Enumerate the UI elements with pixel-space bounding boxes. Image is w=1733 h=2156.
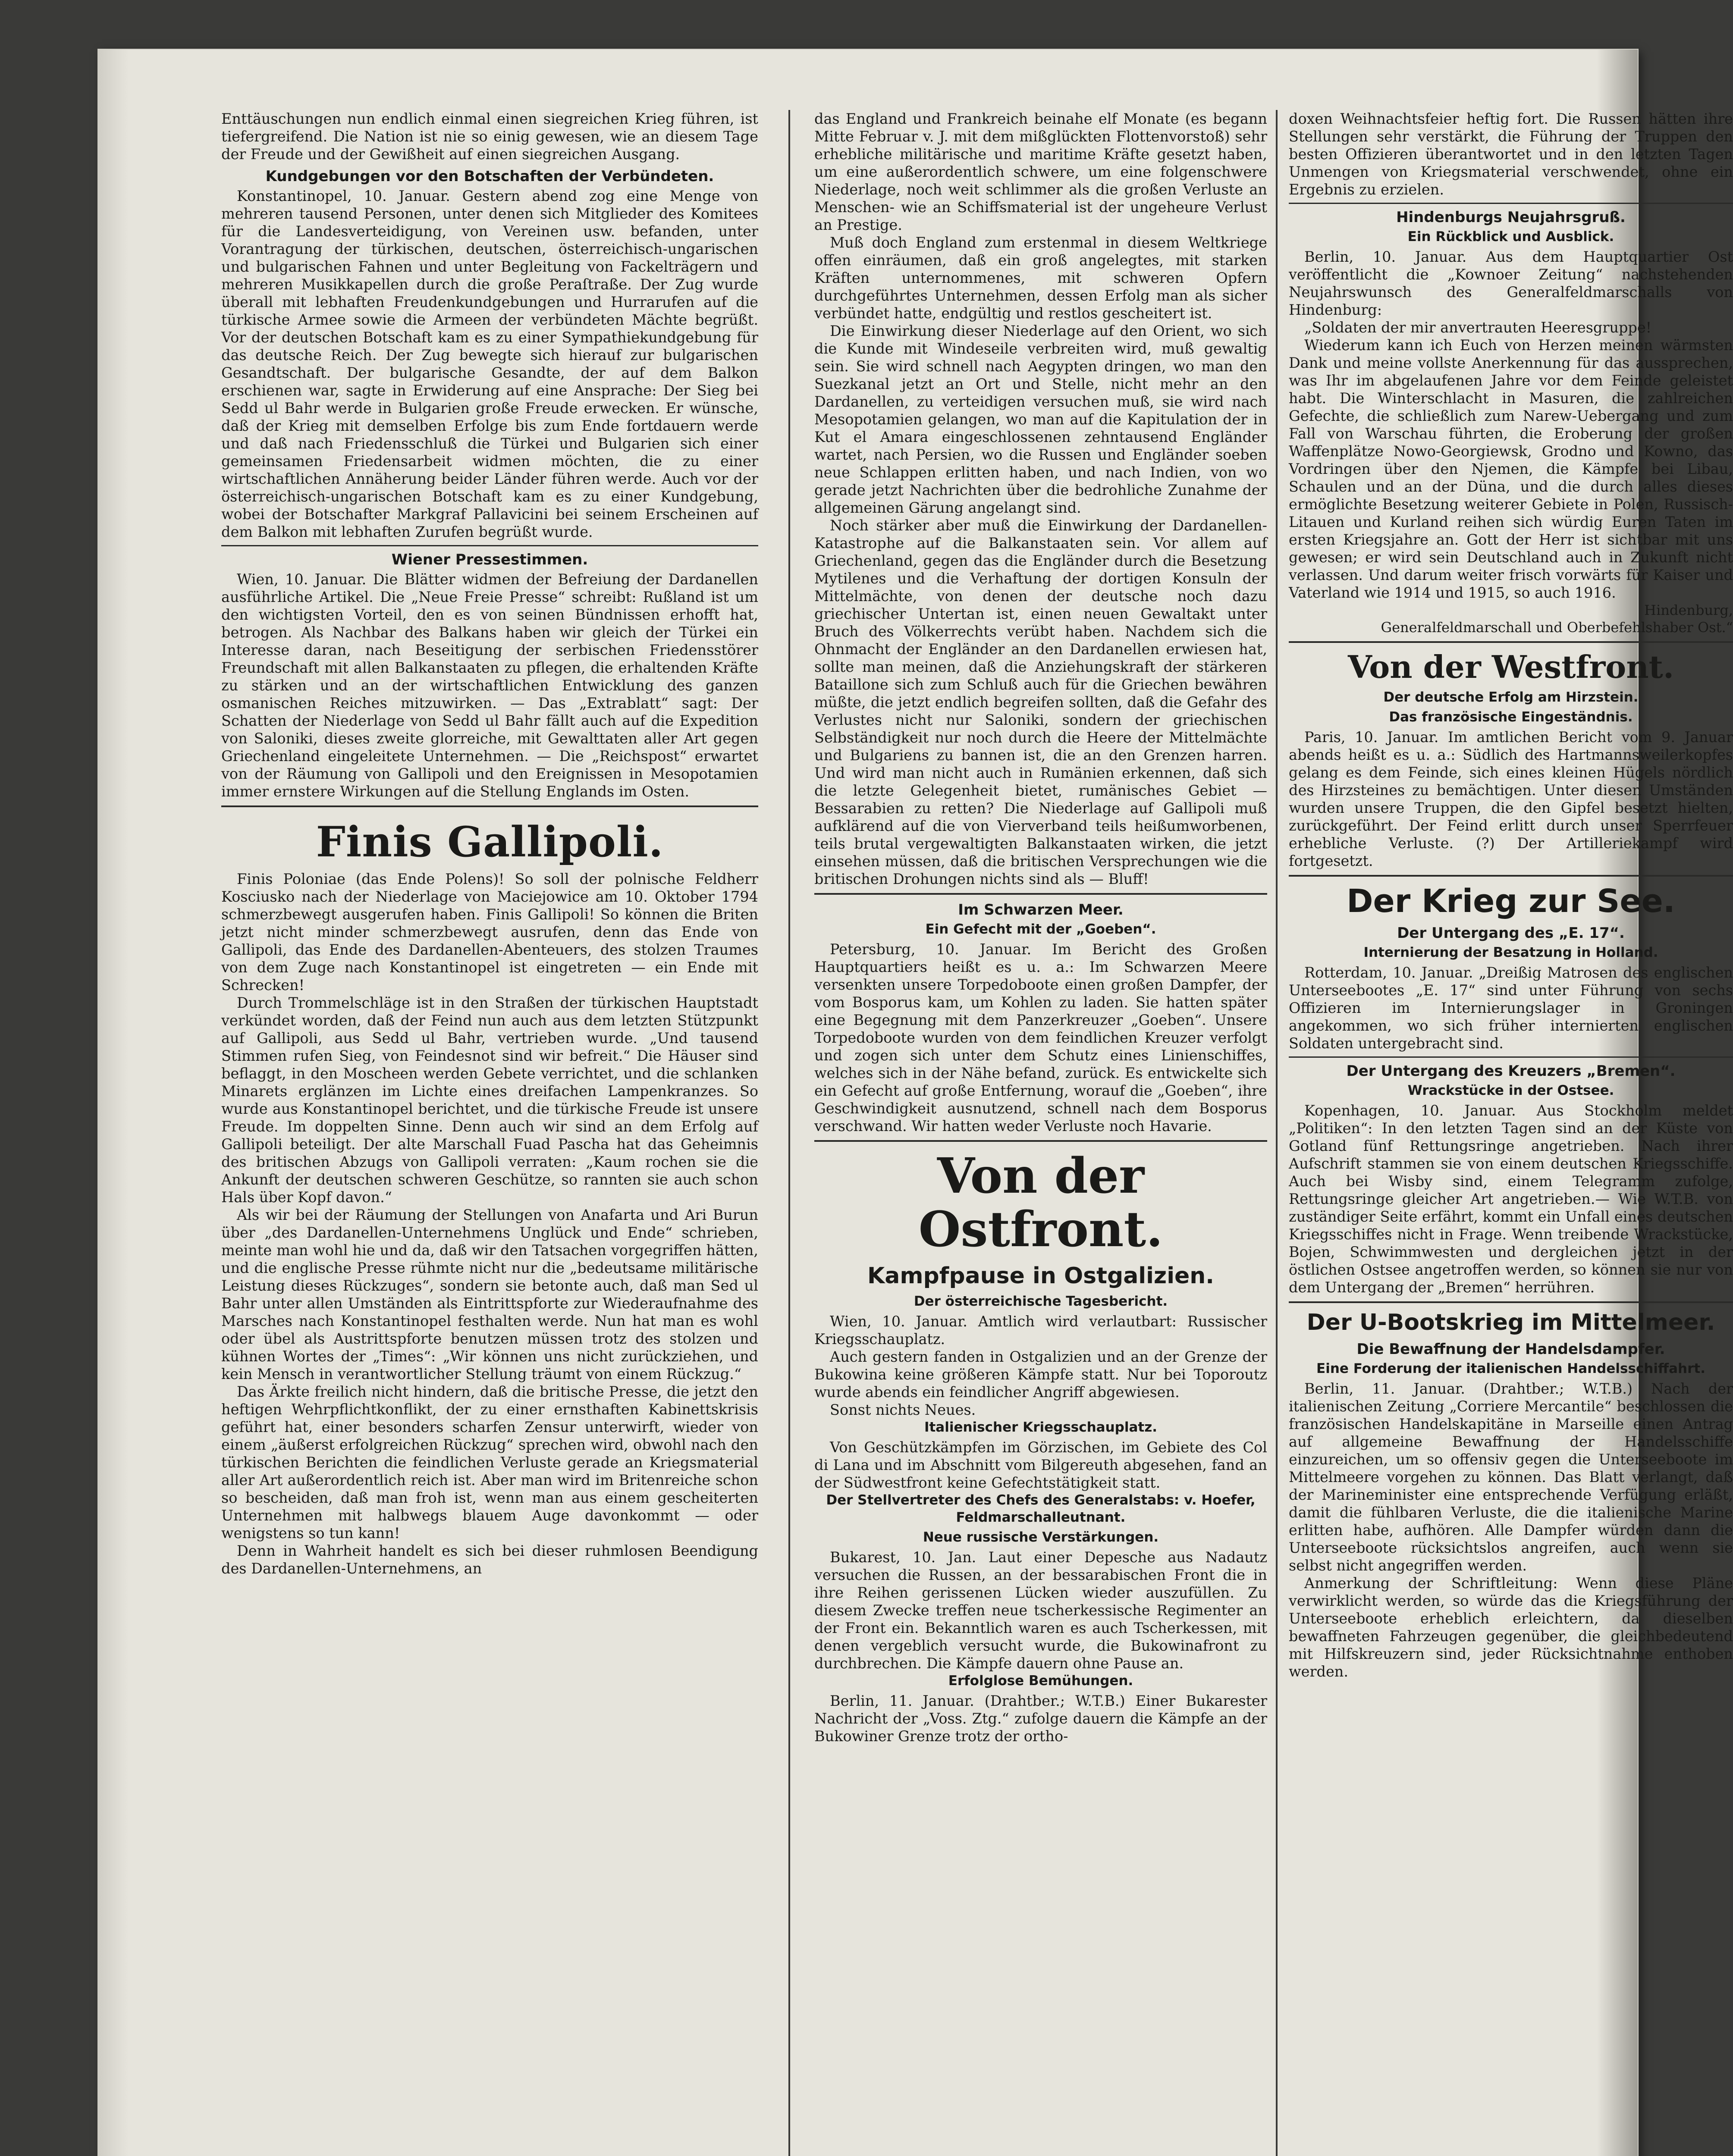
paragraph: Rotterdam, 10. Januar. „Dreißig Matrosen des englischen Unterseebootes „E. 17“ sind unter Führung von sechs Offizieren im Internierungslager in Groningen angekommen, wo sich früher internierten englischen Soldaten untergebracht sind. (1289, 964, 1733, 1052)
paragraph: doxen Weihnachtsfeier heftig fort. Die Russen hätten ihre Stellungen sehr verstärkt, die Führung der Truppen den besten Offizieren überantwortet und in den letzten Tagen Unmengen von Kriegsmaterial verschwendet, ohne ein Ergebnis zu erzielen. (1289, 110, 1733, 198)
divider (1289, 1056, 1733, 1058)
section-subheading: Neue russische Verstärkungen. (923, 1529, 1159, 1545)
article-headline: Der U-Bootskrieg im Mittelmeer. (1306, 1310, 1715, 1335)
signature-title: Generalfeldmarschall und Oberbefehlshaber Ost.“ (1381, 619, 1733, 636)
section-subheading: Der österreichische Tagesbericht. (914, 1294, 1168, 1309)
paragraph: Bukarest, 10. Jan. Laut einer Depesche aus Nadautz versuchen die Russen, an der bessarabischen Front die in ihre Reihen gerissenen Lücken wieder auszufüllen. Zu diesem Zwecke treffen neue tscherkessische Regimenter an der Front ein. Bekanntlich waren es auch Tscherkessen, mit denen vergeblich versucht wurde, die Bukowinafront zu durchbrechen. Die Kämpfe dauern ohne Pause an. (814, 1549, 1267, 1672)
paragraph: Wien, 10. Januar. Amtlich wird verlautbart: Russischer Kriegsschauplatz. (814, 1313, 1267, 1348)
paragraph: Petersburg, 10. Januar. Im Bericht des Großen Hauptquartiers heißt es u. a.: Im Schwarzen Meere versenkten unsere Torpedoboote einen großen Dampfer, der vom Bosporus kam, um Kohlen zu laden. Sie hatten später eine Begegnung mit dem Panzerkreuzer „Goeben“. Unsere Torpedoboote wurden von dem feindlichen Kreuzer verfolgt und zogen sich unter dem Schutz eines Linienschiffes, welches sich in der Nähe befand, zurück. Es entwickelte sich ein Gefecht auf große Entfernung, worauf die „Goeben“, ihre Geschwindigkeit ausnutzend, schnell nach dem Bosporus verschwand. Wir hatten weder Verluste noch Havarie. (814, 941, 1267, 1134)
section-subheading: Erfolglose Bemühungen. (948, 1673, 1133, 1689)
column-3 (1289, 110, 1733, 2156)
article-headline: Von der Ostfront. (918, 1148, 1163, 1258)
divider (814, 1140, 1267, 1142)
section-subheading: Der Stellvertreter des Chefs des Generalstabs: v. Hoefer, Feldmarschalleutnant. (826, 1492, 1256, 1525)
divider (1289, 875, 1733, 877)
section-heading: Hindenburgs Neujahrsgruß. (1396, 209, 1626, 226)
article-headline: Von der Westfront. (1347, 649, 1674, 685)
paragraph: Durch Trommelschläge ist in den Straßen der türkischen Hauptstadt verkündet worden, daß der Feind nun auch aus dem letzten Stützpunkt auf Gallipoli, aus Sedd ul Bahr, vertrieben wurde. „Und tausend Stimmen rufen Sieg, von Feindesnot sind wir befreit.“ Die Häuser sind beflaggt, in den Moscheen werden Gebete verrichtet, und die schlanken Minarets erglänzen im Lichte eines dreifachen Lampenkranzes. So wurde aus Konstantinopel berichtet, und die türkische Freude ist unsere Freude. Im doppelten Sinne. Denn auch wir sind an dem Erfolg auf Gallipoli beteiligt. Der alte Marschall Fuad Pascha hat das Geheimnis des britischen Abzugs von Gallipoli verraten: „Kaum rochen sie die Ankunft der deutschen schweren Geschütze, so rannten sie auch schon Hals über Kopf davon.“ (221, 994, 758, 1206)
divider (1289, 203, 1733, 204)
paragraph: Berlin, 10. Januar. Aus dem Hauptquartier Ost veröffentlicht die „Kownoer Zeitung“ nachstehenden Neujahrswunsch des Generalfeldmarschalls von Hindenburg: (1289, 248, 1733, 318)
paragraph: Enttäuschungen nun endlich einmal einen siegreichen Krieg führen, ist tiefergreifend. Die Nation ist nie so einig gewesen, wie an diesem Tage der Freude und der Gewißheit auf einen siegreichen Ausgang. (221, 110, 758, 163)
paragraph: Berlin, 11. Januar. (Drahtber.; W.T.B.) Nach der italienischen Zeitung „Corriere Mercantile“ beschlossen die französischen Handelskapitäne in Marseille einen Antrag auf allgemeine Bewaffnung der Handelsschiffe einzureichen, um so offensiv gegen die Unterseeboote im Mittelmeere vorgehen zu können. Das Blatt verlangt, daß der Marineminister eine entsprechende Verfügung erläßt, damit die fühlbaren Verluste, die die italienische Marine erlitten habe, aufhören. Alle Dampfer würden dann die Unterseeboote rücksichtslos angreifen, auch wenn sie selbst nicht angegriffen werden. (1289, 1380, 1733, 1574)
paragraph: Sonst nichts Neues. (830, 1401, 976, 1418)
paragraph: Kopenhagen, 10. Januar. Aus Stockholm meldet „Politiken“: In den letzten Tagen sind an der Küste von Gotland fünf Rettungsringe angetrieben. Nach ihrer Aufschrift stammen sie von einem deutschen Kriegsschiffe. Auch bei Wisby sind, einem Telegramm zufolge, Rettungsringe gleicher Art angetrieben.— Wie W.T.B. von zuständiger Seite erfährt, kommt ein Unfall eines deutschen Kriegsschiffes nicht in Frage. Wenn treibende Wrackstücke, Bojen, Schwimmwesten und dergleichen jetzt in der östlichen Ostsee angetroffen werden, so können sie nur von dem Untergang der „Bremen“ herrühren. (1289, 1102, 1733, 1296)
article-headline: Finis Gallipoli. (316, 818, 664, 866)
section-heading: Der Untergang des Kreuzers „Bremen“. (1346, 1062, 1676, 1080)
paragraph: Denn in Wahrheit handelt es sich bei dieser ruhmlosen Beendigung des Dardanellen-Unternehmens, an (221, 1542, 758, 1577)
paragraph: Konstantinopel, 10. Januar. Gestern abend zog eine Menge von mehreren tausend Personen, unter denen sich Mitglieder des Komitees für die Landesverteidigung, von Vereinen usw. befanden, unter Vorantragung der türkischen, deutschen, österreichisch-ungarischen und bulgarischen Fahnen und unter Begleitung von Fackelträgern und mehreren Musikkapellen durch die große Peraſtraße. Der Zug wurde überall mit lebhaften Freudenkundgebungen und Hurrarufen auf die türkische Armee sowie die Armeen der verbündeten Mächte begrüßt. Vor der deutschen Botschaft kam es zu einer Sympathiekundgebung für das deutsche Reich. Der Zug bewegte sich hierauf zur bulgarischen Gesandtschaft. Der bulgarische Gesandte, der auf dem Balkon erschienen war, sagte in Erwiderung auf eine Ansprache: Der Sieg bei Sedd ul Bahr werde in Bulgarien große Freude erwecken. Er wünsche, daß der Krieg mit demselben Erfolge bis zum Ende fortdauern werde und daß nach Friedensschluß die Türkei und Bulgarien sich einer gemeinsamen Friedensarbeit widmen möchten, die zu einer wirtschaftlichen Annäherung beider Länder führen werde. Auch vor der österreichisch-ungarischen Botschaft kam es zu einer Kundgebung, wobei der Botschafter Markgraf Pallavicini bei seinem Erscheinen auf dem Balkon mit lebhaften Zurufen begrüßt wurde. (221, 188, 758, 540)
section-subheading: Das französische Eingeständnis. (1389, 709, 1633, 725)
section-heading: Der Untergang des „E. 17“. (1397, 924, 1625, 942)
paragraph: Muß doch England zum erstenmal in diesem Weltkriege offen einräumen, daß ein groß angelegtes, mit starken Kräften unternommenes, mit schweren Opfern durchgeführtes Unternehmen, dessen Erfolg man als sicher verbündet hatte, endgültig und restlos gescheitert ist. (814, 234, 1267, 322)
paragraph: Paris, 10. Januar. Im amtlichen Bericht vom 9. Januar abends heißt es u. a.: Südlich des Hartmannsweilerkopfes gelang es dem Feinde, sich eines kleinen Hügels nördlich des Hirzsteines zu bemächtigen. Unter diesen Umständen wurden unsere Truppen, die den Gipfel besetzt hielten, zurückgeführt. Der Feind erlitt durch unser Sperrfeuer erhebliche Verluste. (?) Der Artilleriekampf wird fortgesetzt. (1289, 729, 1733, 869)
paragraph: das England und Frankreich beinahe elf Monate (es begann Mitte Februar v. J. mit dem mißglückten Flottenvorstoß) sehr erhebliche militärische und maritime Kräfte gesetzt haben, um eine außerordentlich schwere, um eine folgenschwere Niederlage, noch weit schlimmer als die großen Verluste an Menschen- wie an Schiffsmaterial ist der ungeheure Verlust an Prestige. (814, 110, 1267, 233)
column-rule (1276, 110, 1278, 2156)
divider (814, 893, 1267, 895)
section-subheading: Wrackstücke in der Ostsee. (1407, 1083, 1614, 1098)
section-heading: Wiener Pressestimmen. (391, 551, 588, 568)
section-heading: Kundgebungen vor den Botschaften der Verbündeten. (265, 168, 714, 185)
section-subheading: Eine Forderung der italienischen Handelsschiffahrt. (1316, 1361, 1705, 1376)
paragraph: Finis Poloniae (das Ende Polens)! So soll der polnische Feldherr Kosciusko nach der Niederlage von Maciejowice am 10. Oktober 1794 schmerzbewegt ausgerufen haben. Finis Gallipoli! So können die Briten jetzt nicht minder schmerzbewegt ausrufen, denn das Ende von Gallipoli, das Ende des Dardanellen-Abenteuers, des stolzen Traumes von dem Zuge nach Konstantinopel ist eingetreten — ein Ende mit Schrecken! (221, 871, 758, 993)
divider (1289, 641, 1733, 643)
section-subheading: Der deutsche Erfolg am Hirzstein. (1383, 689, 1639, 705)
paragraph: Auch gestern fanden in Ostgalizien und an der Grenze der Bukowina keine größeren Kämpfe statt. Nur bei Toporoutz wurde abends ein feindlicher Angriff abgewiesen. (814, 1348, 1267, 1401)
paragraph: Die Einwirkung dieser Niederlage auf den Orient, wo sich die Kunde mit Windeseile verbreiten wird, muß gewaltig sein. Sie wird schnell nach Aegypten dringen, wo man den Suezkanal jetzt an Ort und Stelle, nicht mehr an den Dardanellen, zu verteidigen versuchen muß, sie wird nach Mesopotamien gelangen, wo man auf die Kapitulation der in Kut el Amara eingeschlossenen zehntausend Engländer wartet, nach Persien, wo die Russen und Engländer soeben neue Schlappen erlitten haben, und nach Indien, von wo gerade jetzt Nachrichten über die bedrohliche Zunahme der allgemeinen Gärung angelangt sind. (814, 323, 1267, 516)
article-subheadline: Kampfpause in Ostgalizien. (867, 1263, 1215, 1289)
paragraph: Noch stärker aber muß die Einwirkung der Dardanellen-Katastrophe auf die Balkanstaaten sein. Vor allem auf Griechenland, gegen das die Engländer durch die Besetzung Mytilenes und die Verhaftung der dortigen Konsuln der Mittelmächte, von denen der deutsche noch dazu griechischer Untertan ist, einen neuen Gewaltakt unter Bruch des Völkerrechts verübt haben. Nachdem sich die Ohnmacht der Engländer an den Dardanellen erwiesen hat, sollte man meinen, daß die Anziehungskraft der stärkeren Bataillone sich zum Schluß auch für die Griechen bewähren müßte, die jetzt endlich begreifen sollten, daß die Gefahr des Verlustes nicht nur Saloniki, sondern der griechischen Selbständigkeit nur noch durch die Heere der Mittelmächte und Bulgariens zu bannen ist, die an den Grenzen harren. Und wird man nicht auch in Rumänien erkennen, daß sich die letzte Gelegenheit bietet, rumänisches Gebiet — Bessarabien zu retten? Die Niederlage auf Gallipoli muß aufklärend auf die von Vierverband teils heißumworbenen, teils brutal vergewaltigten Balkanstaaten wirken, die jetzt einsehen müssen, daß die britischen Versprechungen wie die britischen Drohungen nichts sind als — Bluff! (814, 517, 1267, 887)
paragraph: Das Ärkte freilich nicht hindern, daß die britische Presse, die jetzt den heftigen Wehrpflichtkonflikt, der zu einer ernsthaften Kabinettskrisis geführt hat, einer besonders scharfen Zensur unterwirft, wieder von einem „äußerst erfolgreichen Rückzug“ sprechen wird, obwohl nach den türkischen Berichten die feindlichen Verluste gerade an Kriegsmaterial aller Art außerordentlich reich ist. Aber man wird im Britenreiche schon so bescheiden, daß man froh ist, wenn man aus einem gescheiterten Unternehmen mit halbwegs blauem Auge davonkommt — oder wenigstens so tun kann! (221, 1383, 758, 1542)
divider (221, 545, 758, 546)
divider (1289, 1301, 1733, 1303)
paragraph: Wien, 10. Januar. Die Blätter widmen der Befreiung der Dardanellen ausführliche Artikel. Die „Neue Freie Presse“ schreibt: Rußland ist um den wichtigsten Vorteil, den es von seinen Bündnissen erhofft hat, betrogen. Als Nachbar des Balkans haben wir gleich der Türkei ein Interesse daran, nach Beseitigung der serbischen Friedensstörer Freundschaft mit allen Balkanstaaten zu pflegen, die erhaltenden Kräfte zu stärken und an der wirtschaftlichen Entwicklung des ganzen osmanischen Reiches mitzuwirken. — Das „Extrablatt“ sagt: Der Schatten der Niederlage von Sedd ul Bahr fällt auch auf die Expedition von Saloniki, dieses zweite glorreiche, mit Gewalttaten aller Art gegen Griechenland eingeleitete Unternehmen. — Die „Reichspost“ erwartet von der Räumung von Gallipoli und den Ereignissen in Mesopotamien immer ernstere Wirkungen auf die Stellung Englands im Osten. (221, 571, 758, 800)
paragraph: Wiederum kann ich Euch von Herzen meinen wärmsten Dank und meine vollste Anerkennung für das aussprechen, was Ihr im abgelaufenen Jahre vor dem Feinde geleistet habt. Die Winterschlacht in Masuren, die zahlreichen Gefechte, die schließlich zum Narew-Uebergang und zum Fall von Warschau führten, die Eroberung der großen Waffenplätze Nowo-Georgiewsk, Grodno und Kowno, das Vordringen über den Njemen, die Kämpfe bei Libau, Schaulen und an der Düna, und die durch alles dieses ermöglichte Besetzung weiterer Gebiete in Polen, Russisch-Litauen und Kurland reihen sich würdig Euren Taten im ersten Kriegsjahre an. Gott der Herr ist sichtbar mit uns gewesen; er wird sein Deutschland auch in Zukunft nicht verlassen. Und darum weiter frisch vorwärts für Kaiser und Vaterland wie 1914 und 1915, so auch 1916. (1289, 337, 1733, 601)
section-subheading: Ein Rückblick und Ausblick. (1407, 229, 1614, 244)
signature: Hindenburg, (1644, 602, 1733, 618)
divider (221, 805, 758, 807)
paragraph: Von Geschützkämpfen im Görzischen, im Gebiete des Col di Lana und im Abschnitt vom Bilgereuth abgesehen, fand an der Südwestfront keine Gefechtstätigkeit statt. (814, 1439, 1267, 1491)
section-heading: Die Bewaffnung der Handelsdampfer. (1356, 1341, 1665, 1358)
column-rule (788, 110, 790, 2156)
paragraph: „Soldaten der mir anvertrauten Heeresgruppe! (1304, 319, 1652, 336)
section-subheading: Ein Gefecht mit der „Goeben“. (925, 921, 1156, 937)
newspaper-page (98, 50, 1733, 2156)
section-heading: Im Schwarzen Meer. (958, 901, 1124, 918)
paragraph: Berlin, 11. Januar. (Drahtber.; W.T.B.) Einer Bukarester Nachricht der „Voss. Ztg.“ zufolge dauern die Kämpfe an der Bukowiner Grenze trotz der ortho- (814, 1692, 1267, 1745)
column-1 (221, 110, 758, 2156)
article-headline: Der Krieg zur See. (1347, 883, 1675, 920)
section-subheading: Internierung der Besatzung in Holland. (1363, 945, 1658, 960)
section-subheading: Italienischer Kriegsschauplatz. (924, 1420, 1158, 1435)
paragraph: Als wir bei der Räumung der Stellungen von Anafarta und Ari Burun über „des Dardanellen-Unternehmens Unglück und Ende“ schrieben, meinte man wohl hie und da, daß wir den Tatsachen vorgegriffen hätten, und die englische Presse rühmte nicht nur die „bedeutsame militärische Leistung dieses Rückzuges“, sondern sie betonte auch, daß man Sed ul Bahr unter allen Umständen als Eintrittspforte zur Wiederaufnahme des Marsches nach Konstantinopel festhalten werde. Nun hat man es wohl oder übel als Austrittspforte benutzen müssen trotz des stolzen und kühnen Wortes der „Times“: „Wir können uns nicht zurückziehen, und kein Mensch in verantwortlicher Stellung träumt von einem Rückzug.“ (221, 1206, 758, 1382)
column-2 (814, 110, 1267, 2156)
paragraph: Anmerkung der Schriftleitung: Wenn diese Pläne verwirklicht werden, so würde das die Kriegsführung der Unterseeboote erheblich erleichtern, da dieselben bewaffneten Fahrzeugen gegenüber, die gleichbedeutend mit Hilfskreuzern sind, jeder Rücksichtnahme enthoben werden. (1289, 1575, 1733, 1680)
